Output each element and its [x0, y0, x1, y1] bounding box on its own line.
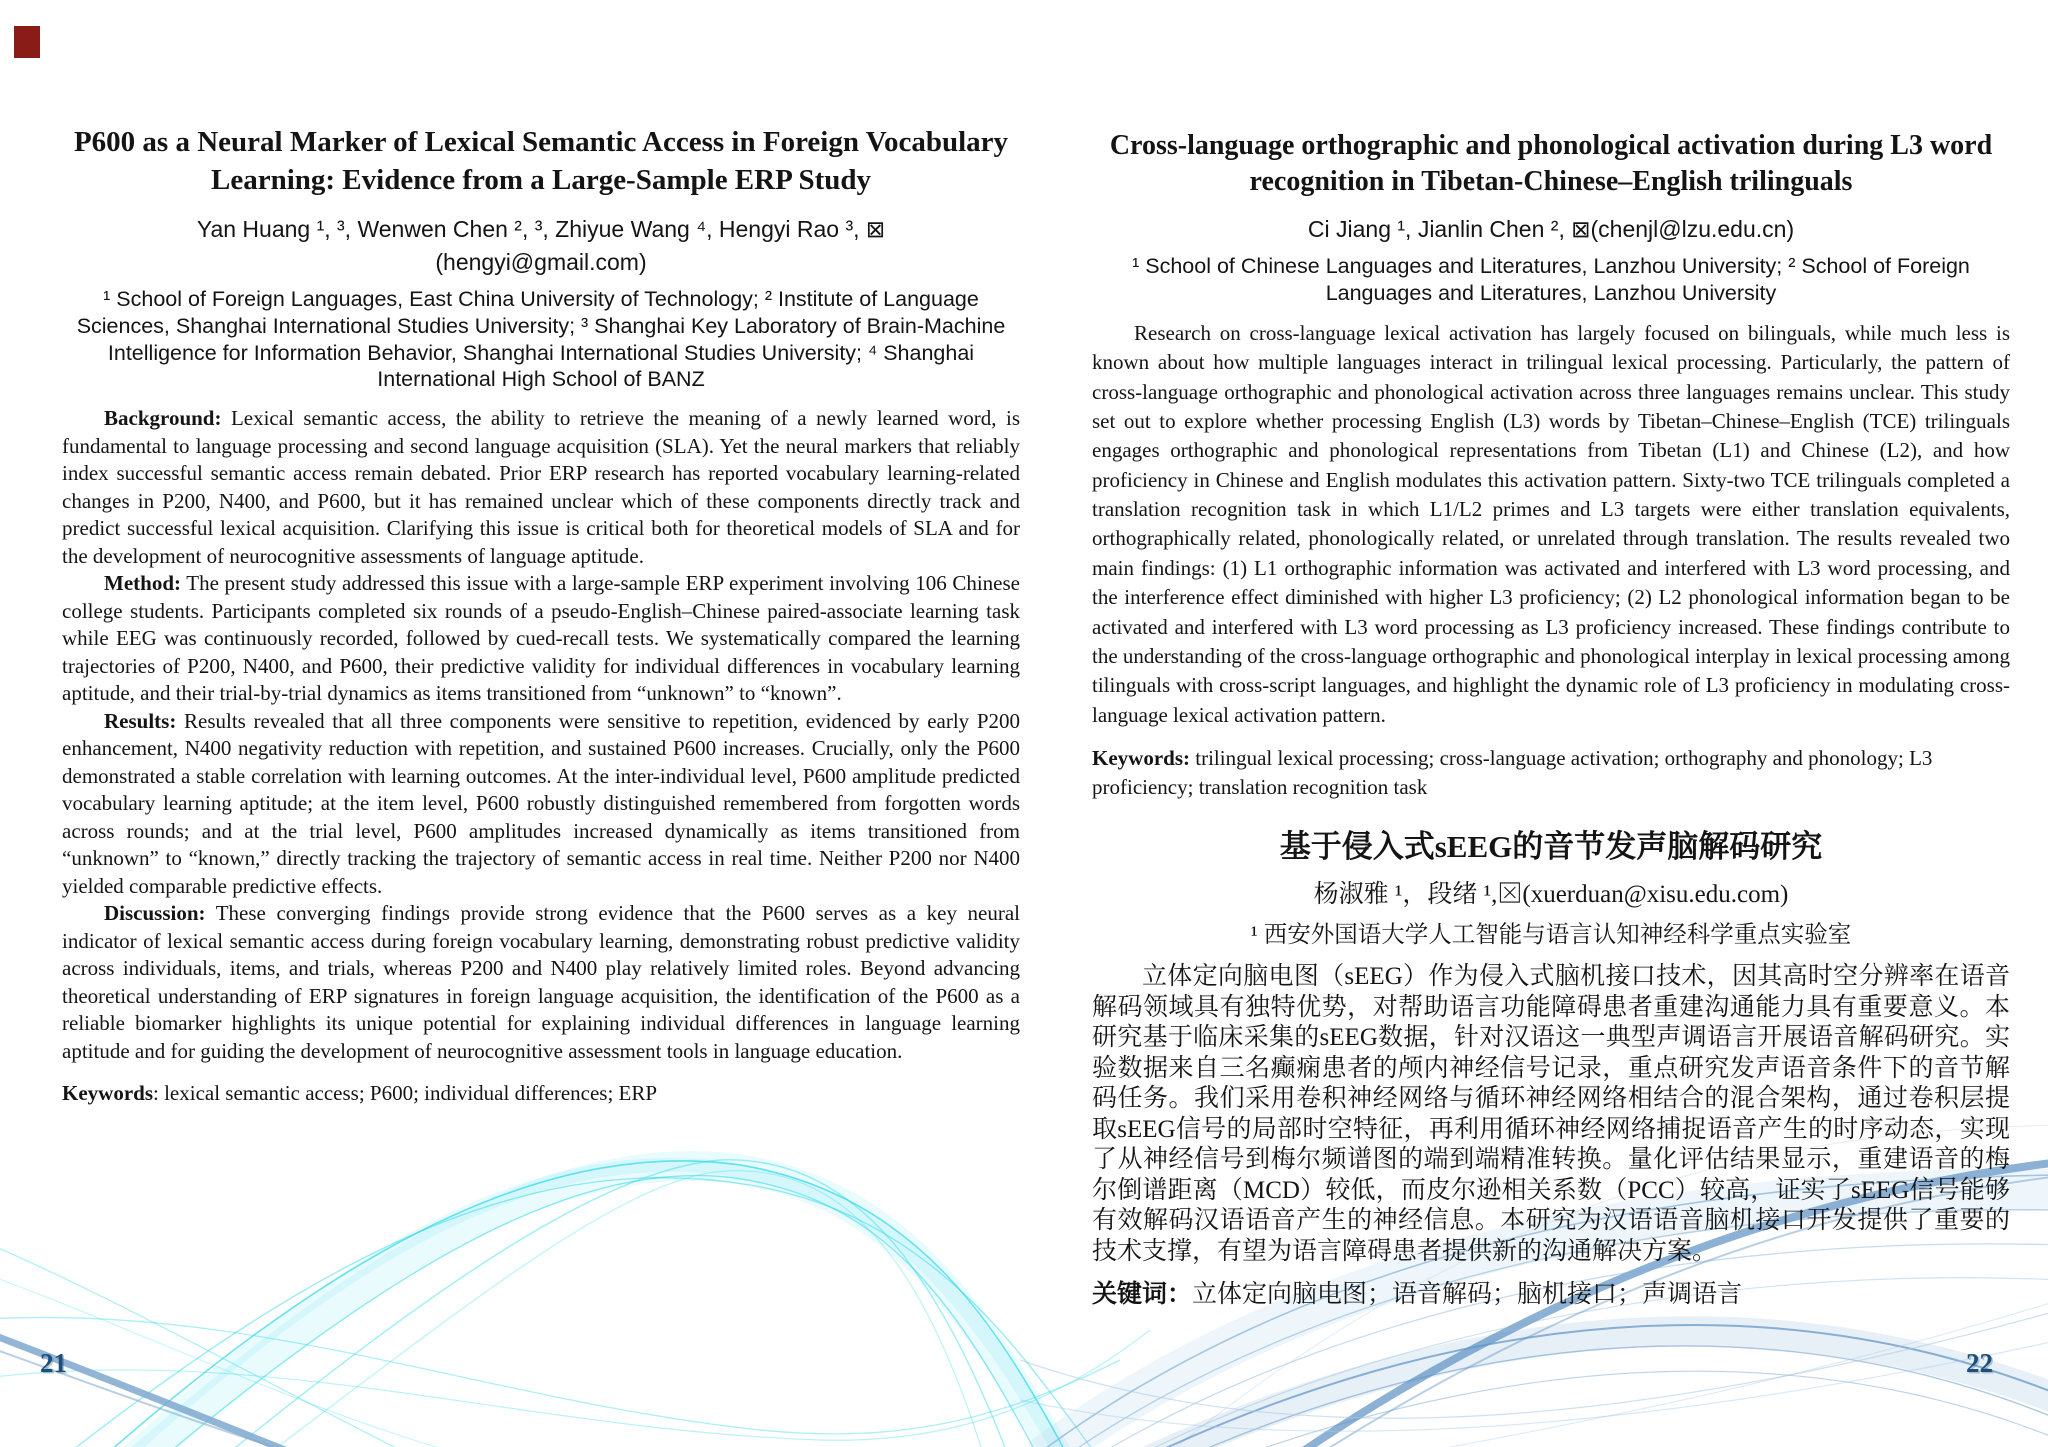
cn-authors-line: 杨淑雅 ¹，段绪 ¹,⊠(xuerduan@xisu.edu.com)	[1313, 881, 1789, 909]
cn-affiliation: ¹ 西安外国语大学人工智能与语言认知神经科学重点实验室	[1250, 921, 1852, 948]
page-number-left: 21	[40, 1348, 67, 1378]
authors-line: Ci Jiang ¹, Jianlin Chen ², ⊠(chenjl@lzu.edu.cn)	[1307, 215, 1795, 242]
affiliations: ¹ School of Chinese Languages and Literatures, Lanzhou University; ² School of Foreign Languages and Literatures, Lanzhou University	[1132, 253, 1970, 305]
section-lead: Results:	[104, 708, 177, 733]
keywords-text: trilingual lexical processing; cross-language activation; orthography and phonology; L3 proficiency; translation recognition task	[1092, 746, 1933, 799]
results-paragraph	[62, 708, 1020, 901]
cn-abstract-paragraph: 立体定向脑电图（sEEG）作为侵入式脑机接口技术，因其高时空分辨率在语音解码领域具有独特优势，对帮助语言功能障碍患者重建沟通能力具有重要意义。本研究基于临床采集的sEEG数据，针对汉语这一典型声调语言开展语音解码研究。实验数据来自三名癫痫患者的颅内神经信号记录，重点研究发声语音条件下的音节解码任务。我们采用卷积神经网络与循环神经网络相结合的混合架构，通过卷积层提取sEEG信号的局部时空特征，再利用循环神经网络捕捉语音产生的时序动态，实现了从神经信号到梅尔频谱图的端到端精准转换。量化评估结果显示，重建语音的梅尔倒谱距离（MCD）较低，而皮尔逊相关系数（PCC）较高，证实了sEEG信号能够有效解码汉语语音产生的神经信息。本研究为汉语语音脑机接口开发提供了重要的技术支撑，有望为语言障碍患者提供新的沟通解决方案。	[1092, 963, 2010, 1265]
corner-tab	[14, 26, 40, 58]
cn-keywords-line	[1092, 1279, 2010, 1310]
left-page	[62, 124, 1020, 1108]
cn-keywords-label: 关键词：	[1092, 1281, 1193, 1309]
abstract-paragraph: Research on cross-language lexical activation has largely focused on bilinguals, while much less is known about how multiple languages interact in trilingual lexical processing. Particularly, the pattern of cross-language orthographic and phonological activation across three languages remains unclear. This study set out to explore whether processing English (L3) words by Tibetan–Chinese–English (TCE) trilinguals engages orthographic and phonological representations from Tibetan (L1) and Chinese (L2), and how proficiency in Chinese and English modulates this activation pattern. Sixty-two TCE trilinguals completed a translation recognition task in which L1/L2 primes and L3 targets were either translation equivalents, orthographically related, phonologically related, or unrelated through translation. The results revealed two main findings: (1) L1 orthographic information was activated and interfered with L3 word processing, and the interference effect diminished with higher L3 proficiency; (2) L2 phonological information began to be activated and interfered with L3 word processing as L3 proficiency increased. These findings contribute to the understanding of the cross-language orthographic and phonological interplay in lexical processing among tilinguals with cross-script languages, and highlight the dynamic role of L3 proficiency in modulating cross-language lexical activation pattern.	[1092, 320, 2010, 727]
keywords-line	[62, 1079, 1020, 1107]
section-lead: Discussion:	[104, 901, 206, 926]
section-lead: Method:	[104, 571, 181, 596]
affiliations: ¹ School of Foreign Languages, East China University of Technology; ² Institute of Language Sciences, Shanghai International Studies University; ³ Shanghai Key Laboratory of Brain-Machine Intelligence for Information Behavior, Shanghai International Studies University; ⁴ Shanghai International High School of BANZ	[76, 286, 1006, 392]
author-email: (hengyi@gmail.com)	[435, 248, 647, 275]
paragraph-text: The present study addressed this issue with a large-sample ERP experiment involving 106 Chinese college students. Participants completed six rounds of a pseudo-English–Chinese paired-associate learning task while EEG was continuously recorded, followed by cued-recall tests. We systematically compared the learning trajectories of P200, N400, and P600, their predictive validity for individual differences in vocabulary learning aptitude, and their trial-by-trial dynamics as items transitioned from “unknown” to “known”.	[62, 571, 1020, 706]
keywords-line	[1092, 744, 2010, 801]
paragraph-text: Results revealed that all three components were sensitive to repetition, evidenced by early P200 enhancement, N400 negativity reduction with repetition, and sustained P600 increases. Crucially, only the P600 demonstrated a stable correlation with learning outcomes. At the inter-individual level, P600 amplitude predicted vocabulary learning aptitude; at the item level, P600 robustly distinguished remembered from forgotten words across rounds; and at the trial level, P600 amplitudes increased dynamically as items transitioned from “unknown” to “known,” directly tracking the trajectory of semantic access in real time. Neither P200 nor N400 yielded comparable predictive effects.	[62, 708, 1020, 898]
page-title: P600 as a Neural Marker of Lexical Semantic Access in Foreign Vocabulary Learning: Evidence from a Large-Sample ERP Study	[73, 126, 1009, 196]
section-lead: Background:	[104, 406, 222, 431]
authors-line: Yan Huang ¹, ³, Wenwen Chen ², ³, Zhiyue Wang ⁴, Hengyi Rao ³, ⊠	[196, 216, 886, 243]
right-page	[1092, 128, 2010, 1310]
paragraph-text: Lexical semantic access, the ability to retrieve the meaning of a newly learned word, is fundamental to language processing and second language acquisition (SLA). Yet the neural markers that reliably index successful semantic access remain debated. Prior ERP research has reported vocabulary learning-related changes in P200, N400, and P600, but it has remained unclear which of these components directly track and predict successful lexical acquisition. Clarifying this issue is critical both for theoretical models of SLA and for the development of neurocognitive assessments of language aptitude.	[62, 406, 1020, 568]
method-paragraph	[62, 570, 1020, 708]
cn-keywords-text: 立体定向脑电图；语音解码；脑机接口；声调语言	[1192, 1281, 1743, 1309]
page-number-right: 22	[1966, 1348, 1993, 1378]
discussion-paragraph	[62, 900, 1020, 1065]
keywords-label: Keywords:	[1092, 746, 1190, 771]
paragraph-text: These converging findings provide strong evidence that the P600 serves as a key neural indicator of lexical semantic access during foreign vocabulary learning, demonstrating robust predictive validity across individuals, items, and trials, whereas P200 and N400 play relatively limited roles. Beyond advancing theoretical understanding of ERP signatures in foreign language acquisition, the identification of the P600 as a reliable biomarker highlights its unique potential for explaining individual differences in language learning aptitude and for guiding the development of neurocognitive assessment tools in language education.	[62, 901, 1020, 1063]
keywords-text: : lexical semantic access; P600; individual differences; ERP	[153, 1081, 658, 1106]
page-title: Cross-language orthographic and phonological activation during L3 word recognition in Tibetan-Chinese–English trilinguals	[1109, 130, 1993, 198]
cn-page-title: 基于侵入式sEEG的音节发声脑解码研究	[1279, 828, 1823, 864]
background-paragraph	[62, 405, 1020, 570]
keywords-label: Keywords	[62, 1081, 153, 1106]
